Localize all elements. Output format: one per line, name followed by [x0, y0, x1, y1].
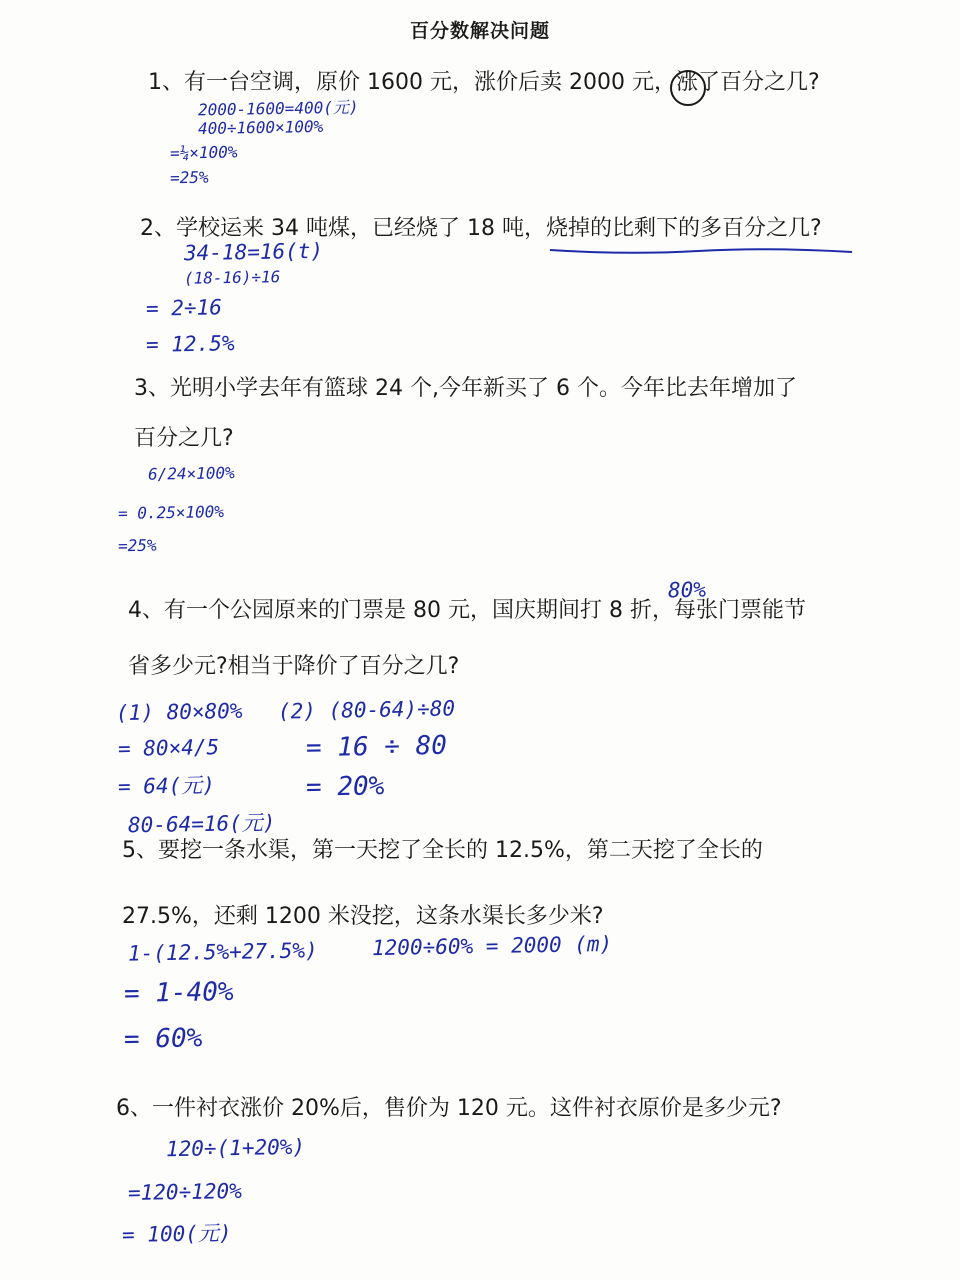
- q1-work-line: 2000-1600=400(元): [197, 97, 359, 120]
- question-3-line-2: 百分之几?: [134, 426, 234, 451]
- q4-work-left-line: = 80×4/5: [117, 735, 220, 761]
- q5-work-left-line: = 60%: [123, 1023, 203, 1055]
- question-4-line-2: 省多少元?相当于降价了百分之几?: [128, 654, 460, 679]
- q6-work-line: 120÷(1+20%): [165, 1134, 306, 1162]
- underline-mark: [548, 246, 854, 256]
- q1-work-line: =25%: [169, 167, 209, 188]
- q5-work-left-line: 1-(12.5%+27.5%): [127, 938, 318, 966]
- q2-work-line: 34-18=16(t): [183, 238, 324, 266]
- q4-work-right-line: = 20%: [305, 771, 385, 803]
- q4-work-left-line: = 64(元): [117, 773, 216, 799]
- q5-work-right-line: 1200÷60% = 2000 (m): [371, 931, 613, 961]
- q4-work-right-line: = 16 ÷ 80: [305, 730, 448, 764]
- circle-mark: [670, 70, 706, 106]
- q1-work-line: 400÷1600×100%: [197, 116, 324, 139]
- q2-work-line: (18-16)÷16: [183, 267, 281, 288]
- question-5-line-2: 27.5%，还剩 1200 米没挖，这条水渠长多少米?: [122, 904, 604, 929]
- question-4-line-1: 4、有一个公园原来的门票是 80 元，国庆期间打 8 折，每张门票能节: [128, 598, 806, 623]
- q4-work-left-line: 80-64=16(元): [127, 810, 276, 838]
- question-1: 1、有一台空调，原价 1600 元，涨价后卖 2000 元，涨了百分之几?: [148, 70, 820, 95]
- q6-work-line: =120÷120%: [127, 1179, 242, 1205]
- page-title: 百分数解决问题: [409, 20, 550, 42]
- q3-work-line: 6/24×100%: [147, 463, 235, 484]
- question-5-line-1: 5、要挖一条水渠，第一天挖了全长的 12.5%，第二天挖了全长的: [122, 838, 763, 863]
- question-6: 6、一件衬衣涨价 20%后，售价为 120 元。这件衬衣原价是多少元?: [116, 1096, 782, 1121]
- question-3-line-1: 3、光明小学去年有篮球 24 个,今年新买了 6 个。今年比去年增加了: [134, 376, 797, 401]
- q3-work-line: =25%: [117, 535, 157, 556]
- q6-work-line: = 100(元): [121, 1221, 232, 1247]
- q2-work-line: = 12.5%: [145, 331, 235, 357]
- question-2: 2、学校运来 34 吨煤，已经烧了 18 吨，烧掉的比剩下的多百分之几?: [140, 216, 822, 241]
- q4-work-left-line: (1) 80×80%: [115, 698, 243, 726]
- q5-work-left-line: = 1-40%: [123, 977, 234, 1009]
- q4-annotation: 80%: [667, 577, 707, 603]
- q2-work-line: = 2÷16: [145, 295, 223, 321]
- q4-work-right-line: (2) (80-64)÷80: [277, 696, 456, 724]
- q1-work-line: =¼×100%: [169, 142, 238, 163]
- q3-work-line: = 0.25×100%: [117, 502, 225, 523]
